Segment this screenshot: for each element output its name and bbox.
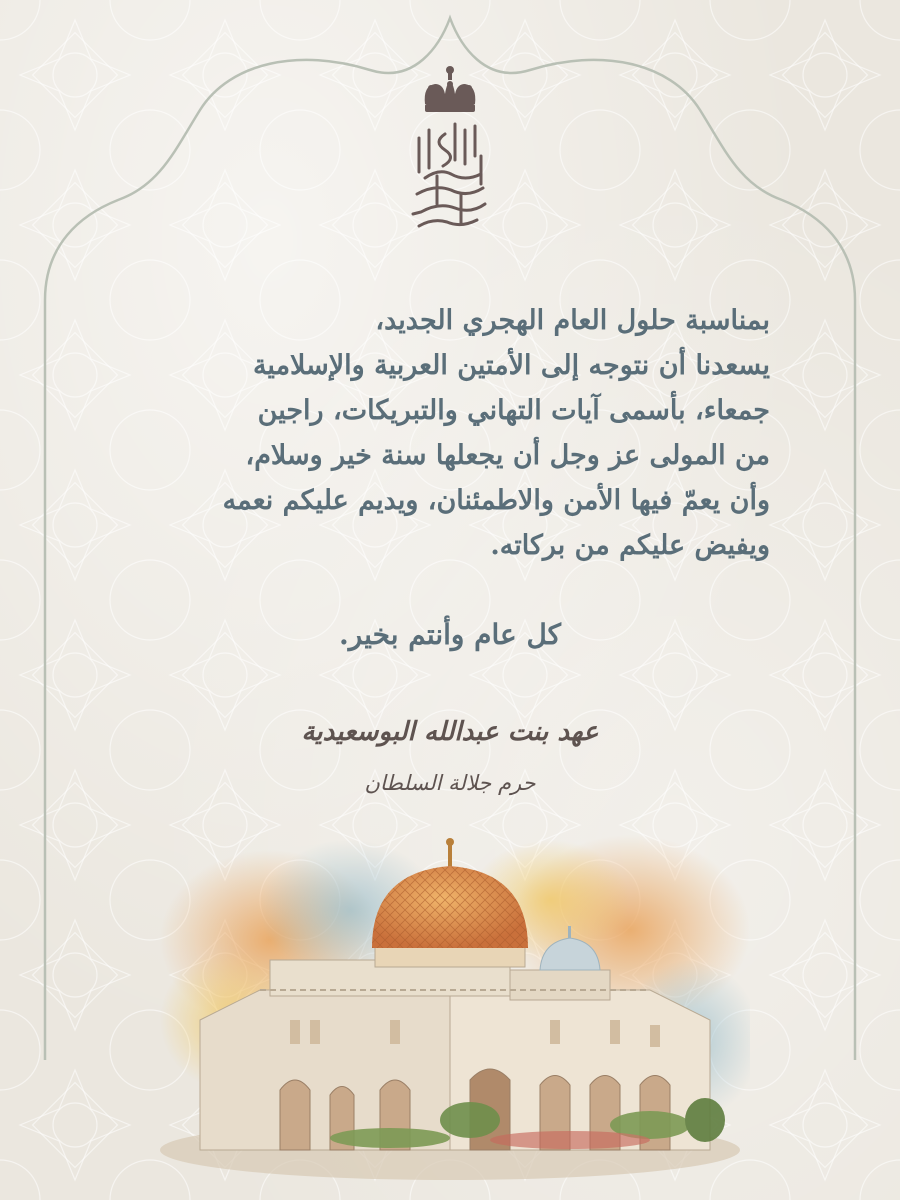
message-line: يسعدنا أن نتوجه إلى الأمتين العربية والإسلامية (252, 350, 770, 381)
message-line: بمناسبة حلول العام الهجري الجديد، (375, 305, 770, 336)
new-year-message (130, 298, 770, 568)
closing-greeting: كل عام وأنتم بخير. (338, 618, 562, 651)
crown-calligraphy-emblem-icon (395, 64, 505, 239)
message-line: وأن يعمّ فيها الأمن والاطمئنان، ويديم عليكم نعمه (222, 485, 770, 516)
message-line: جمعاء، بأسمى آيات التهاني والتبريكات، راجين (257, 395, 770, 426)
message-line: من المولى عز وجل أن يجعلها سنة خير وسلام، (245, 440, 770, 471)
message-line: ويفيض عليكم من بركاته. (490, 530, 770, 561)
signature-name: عهد بنت عبدالله البوسعيدية (301, 717, 599, 747)
mosque-watercolor-icon (150, 820, 750, 1200)
signature-title: حرم جلالة السلطان (364, 771, 536, 795)
